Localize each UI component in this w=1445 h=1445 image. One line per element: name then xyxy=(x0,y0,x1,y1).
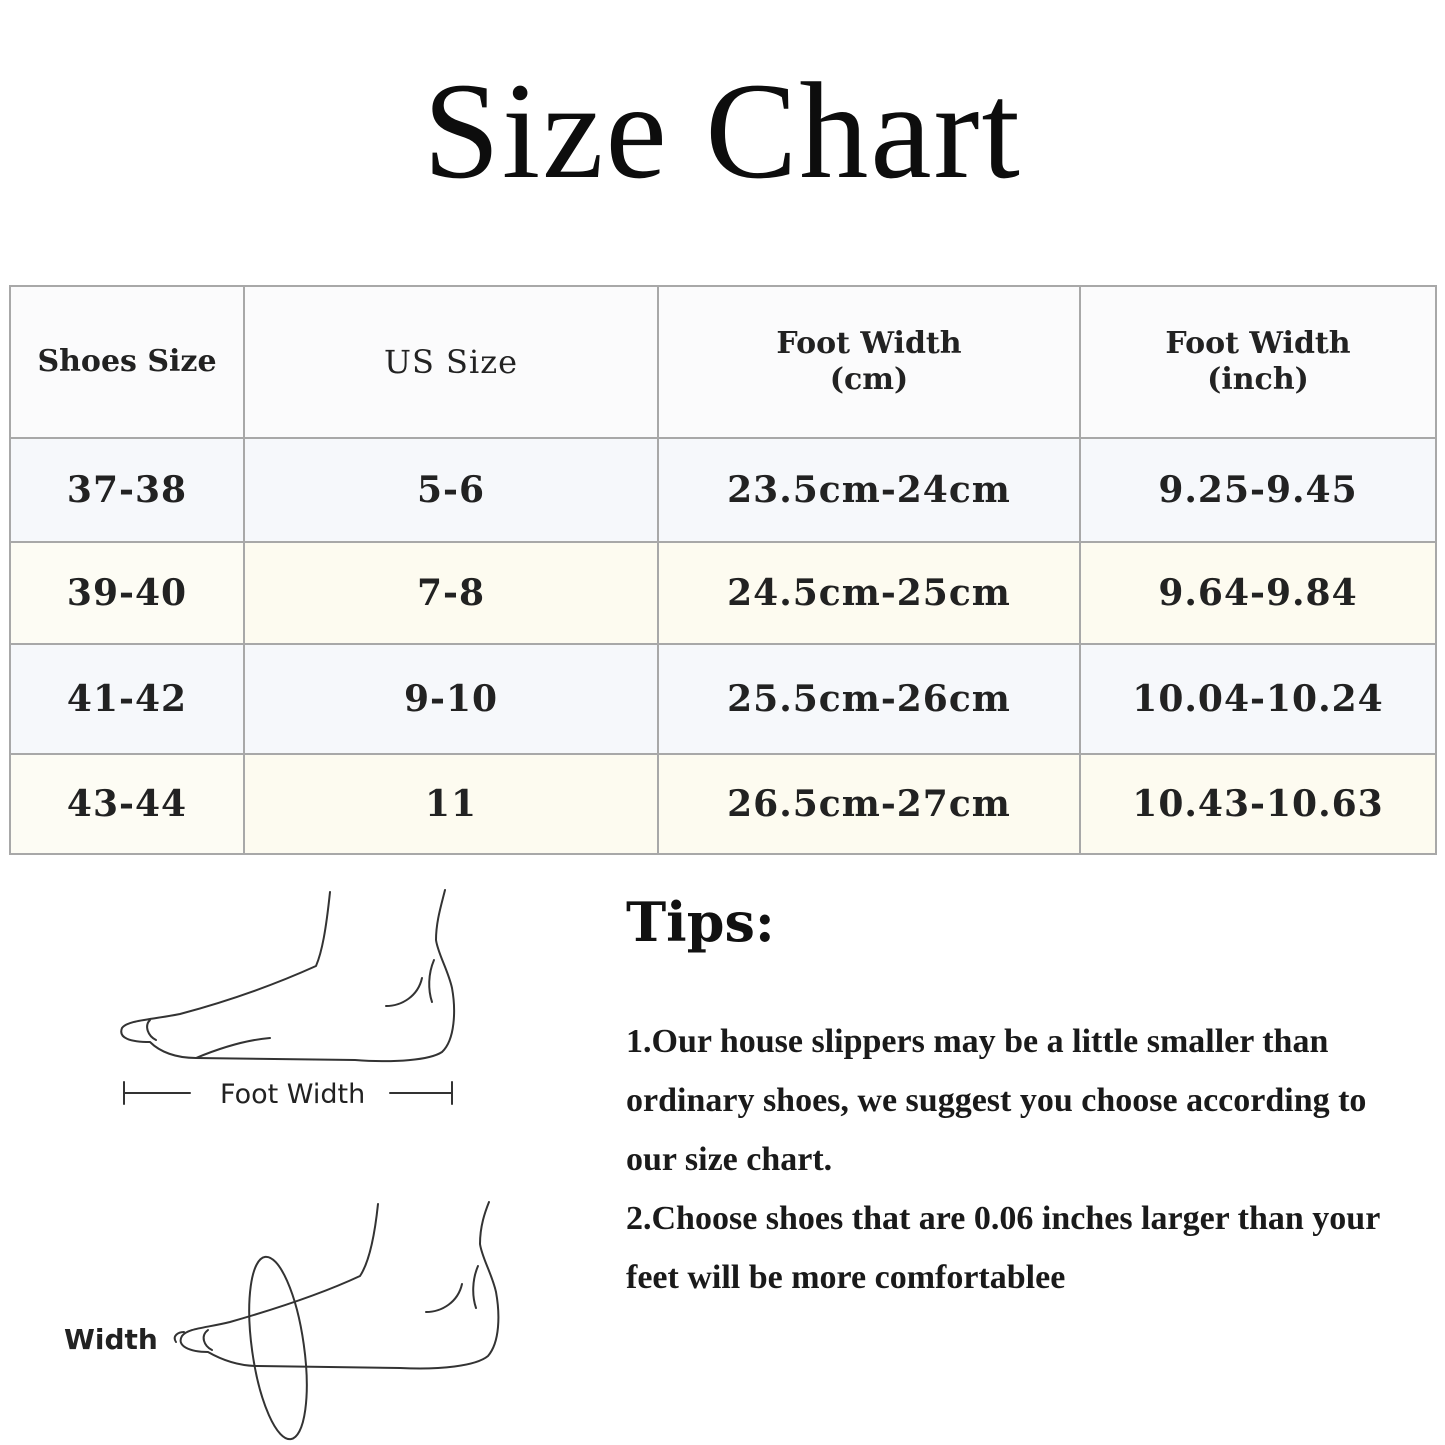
tips-title: Tips: xyxy=(626,890,775,954)
header-us-size: US Size xyxy=(244,286,658,438)
size-table xyxy=(9,285,1437,855)
cell-foot-width-inch: 9.25-9.45 xyxy=(1080,438,1436,542)
header-foot-width-cm xyxy=(658,286,1080,438)
header-foot-width-inch xyxy=(1080,286,1436,438)
page-title: Size Chart xyxy=(423,54,1022,207)
header-foot-width-inch-unit: (inch) xyxy=(1207,362,1309,397)
cell-foot-width-inch: 10.43-10.63 xyxy=(1080,754,1436,854)
tip-1: 1.Our house slippers may be a little smaller than ordinary shoes, we suggest you choose according to our size chart. xyxy=(626,1023,1367,1178)
width-label: Width xyxy=(64,1323,158,1356)
cell-shoes-size: 39-40 xyxy=(10,542,244,644)
cell-foot-width-cm: 26.5cm-27cm xyxy=(658,754,1080,854)
header-shoes-size: Shoes Size xyxy=(10,286,244,438)
tip-2: 2.Choose shoes that are 0.06 inches larger than your feet will be more comfortablee xyxy=(626,1200,1380,1296)
cell-shoes-size: 41-42 xyxy=(10,644,244,754)
foot-width-label: Foot Width xyxy=(220,1079,366,1110)
cell-foot-width-cm: 24.5cm-25cm xyxy=(658,542,1080,644)
cell-shoes-size: 43-44 xyxy=(10,754,244,854)
table-row xyxy=(10,438,1436,542)
cell-us-size: 7-8 xyxy=(244,542,658,644)
cell-foot-width-inch: 9.64-9.84 xyxy=(1080,542,1436,644)
cell-shoes-size: 37-38 xyxy=(10,438,244,542)
cell-foot-width-inch: 10.04-10.24 xyxy=(1080,644,1436,754)
cell-us-size: 11 xyxy=(244,754,658,854)
header-foot-width-cm-label: Foot Width xyxy=(776,326,962,361)
foot-illustration xyxy=(0,870,600,1445)
header-foot-width-cm-unit: (cm) xyxy=(829,362,909,397)
cell-foot-width-cm: 23.5cm-24cm xyxy=(658,438,1080,542)
cell-us-size: 5-6 xyxy=(244,438,658,542)
tips-body xyxy=(626,1012,1406,1307)
table-row xyxy=(10,754,1436,854)
cell-foot-width-cm: 25.5cm-26cm xyxy=(658,644,1080,754)
foot-side-view-icon xyxy=(121,890,454,1061)
table-row xyxy=(10,542,1436,644)
table-row xyxy=(10,644,1436,754)
table-header-row xyxy=(10,286,1436,438)
header-foot-width-inch-label: Foot Width xyxy=(1165,326,1351,361)
cell-us-size: 9-10 xyxy=(244,644,658,754)
foot-girth-view-icon xyxy=(175,1202,499,1443)
